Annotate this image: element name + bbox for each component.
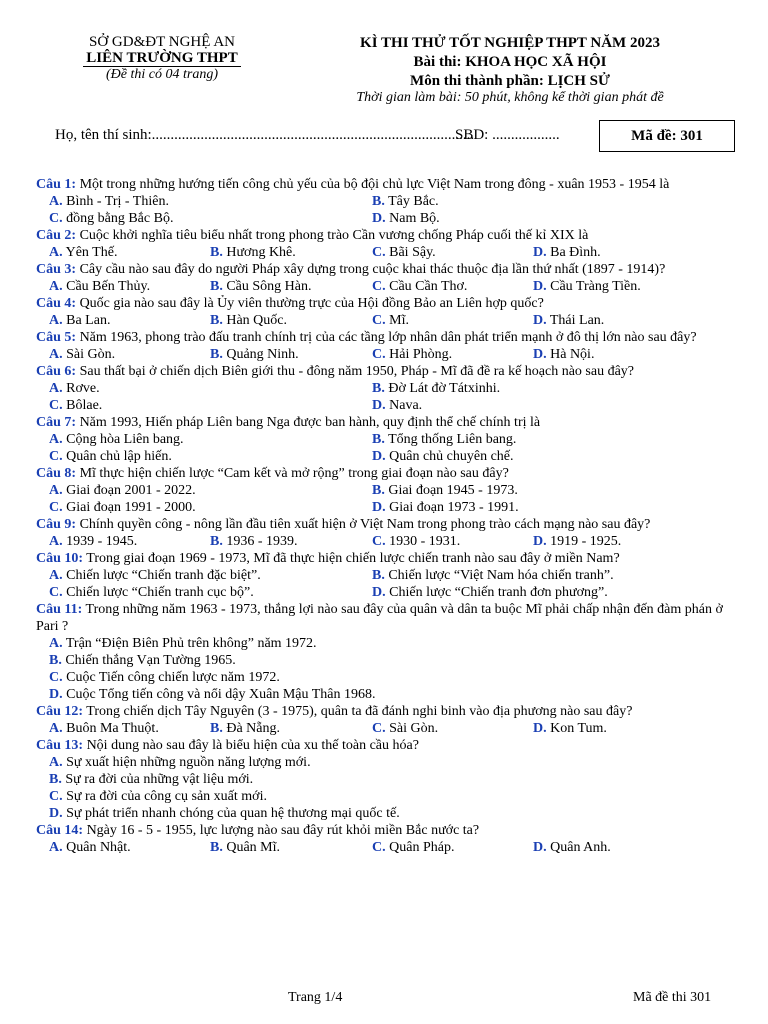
question-text: Năm 1993, Hiến pháp Liên bang Nga được ban hành, quy định thể chế chính trị là [76,415,541,430]
answer-option [372,448,514,465]
question-item [36,176,736,227]
question-number: Câu 2: [36,228,77,243]
question-number: Câu 12: [36,704,84,719]
answer-option [533,278,641,295]
option-text: Kon Tum. [546,721,607,736]
option-text: Bôlae. [62,398,103,413]
question-number: Câu 11: [36,602,83,617]
answer-option [372,567,614,584]
option-letter: A. [49,534,63,549]
option-text: Bãi Sậy. [385,245,436,260]
question-number: Câu 9: [36,517,77,532]
question-number: Câu 8: [36,466,77,481]
option-text: Quân chủ chuyên chế. [385,449,514,464]
option-text: Hương Khê. [222,245,296,260]
option-letter: C. [372,840,386,855]
option-letter: D. [533,721,547,736]
answer-option [210,346,299,363]
option-text: Giai đoạn 2001 - 2022. [62,483,196,498]
options-row [36,244,736,261]
question-item [36,329,736,363]
option-letter: C. [49,789,63,804]
answer-option [49,380,100,397]
pages-note: (Đề thi có 04 trang) [106,67,218,82]
answer-option [372,244,436,261]
answer-option [210,533,298,550]
option-letter: B. [49,772,62,787]
option-text: Giai đoạn 1991 - 2000. [62,500,196,515]
question-stem [36,363,736,380]
option-text: Quân Nhật. [62,840,131,855]
question-number: Câu 1: [36,177,77,192]
answer-option [533,312,604,329]
option-text: Sài Gòn. [385,721,439,736]
option-letter: A. [49,245,63,260]
option-text: Sự phát triển nhanh chóng của quan hệ thương mại quốc tế. [62,806,400,821]
answer-option [49,210,173,227]
option-text: Buôn Ma Thuột. [62,721,159,736]
option-text: Cộng hòa Liên bang. [62,432,184,447]
option-text: Ba Đình. [546,245,601,260]
answer-option [49,312,110,329]
question-stem [36,227,736,244]
question-text: Cây cầu nào sau đây do người Pháp xây dựng trong cuộc khai thác thuộc địa lần thứ nhất (1897 - 1914)? [76,262,666,277]
option-letter: A. [49,347,63,362]
option-text: Quân chủ lập hiến. [62,449,172,464]
option-text: 1930 - 1931. [385,534,461,549]
question-stem [36,329,736,346]
question-item [36,295,736,329]
answer-option [49,448,172,465]
option-text: Sự ra đời của những vật liệu mới. [61,772,254,787]
answer-option [49,567,261,584]
answer-option [372,431,516,448]
question-stem [36,737,736,754]
option-letter: D. [533,245,547,260]
option-text: Cuộc Tổng tiến công và nổi dậy Xuân Mậu Thân 1968. [62,687,376,702]
question-item [36,703,736,737]
option-letter: B. [210,721,223,736]
option-letter: A. [49,483,63,498]
answer-option [49,482,196,499]
exam-code-box: Mã đề: 301 [599,120,735,152]
option-letter: B. [49,653,62,668]
options-line [36,771,736,788]
question-stem [36,550,736,567]
question-item [36,516,736,550]
answer-option [372,839,454,856]
answer-option [372,482,518,499]
answer-option [49,755,311,770]
option-text: Hà Nội. [546,347,595,362]
option-letter: D. [533,347,547,362]
option-text: Tổng thống Liên bang. [384,432,517,447]
question-text: Trong giai đoạn 1969 - 1973, Mĩ đã thực hiện chiến lược chiến tranh nào sau đây ở miền Nam? [83,551,620,566]
answer-option [49,636,317,651]
question-stem [36,414,736,431]
answer-option [372,533,460,550]
answer-option [533,839,611,856]
question-stem [36,261,736,278]
options-row [36,533,736,550]
options-row [36,346,736,363]
question-number: Câu 10: [36,551,84,566]
question-text: Chính quyền công - nông lần đầu tiên xuất hiện ở Việt Nam trong phong trào cách mạng nào sau đây? [76,517,651,532]
school-header [62,34,262,83]
option-letter: A. [49,721,63,736]
answer-option [372,720,438,737]
option-letter: C. [372,279,386,294]
option-text: Quân Pháp. [385,840,455,855]
option-letter: D. [533,313,547,328]
question-number: Câu 13: [36,738,84,753]
answer-option [210,839,280,856]
option-letter: D. [49,687,63,702]
answer-option [49,839,131,856]
question-item [36,822,736,856]
option-letter: A. [49,194,63,209]
answer-option [49,244,117,261]
answer-option [49,720,159,737]
answer-option [49,584,254,601]
answer-option [533,346,594,363]
option-letter: A. [49,279,63,294]
answer-option [49,533,137,550]
answer-option [210,312,287,329]
footer-exam-code: Mã đề thi 301 [633,990,712,1005]
option-letter: C. [372,534,386,549]
answer-option [210,278,312,295]
answer-option [49,278,150,295]
option-text: đồng bằng Bắc Bộ. [62,211,174,226]
options-grid [36,482,736,516]
options-line [36,754,736,771]
answer-option [372,584,608,601]
option-text: Thái Lan. [546,313,605,328]
option-letter: B. [372,483,385,498]
option-letter: A. [49,313,63,328]
option-text: Hàn Quốc. [222,313,287,328]
answer-option [533,244,601,261]
answer-option [372,210,440,227]
option-letter: B. [372,381,385,396]
answer-option [533,720,607,737]
option-text: Rơve. [62,381,100,396]
answer-option [533,533,621,550]
option-letter: C. [49,670,63,685]
answer-option [49,346,115,363]
options-grid [36,431,736,465]
department-name: SỞ GD&ĐT NGHỆ AN [89,34,235,50]
question-item [36,227,736,261]
options-grid [36,567,736,601]
options-line [36,805,736,822]
option-letter: B. [210,347,223,362]
answer-option [49,397,102,414]
option-letter: D. [49,806,63,821]
answer-option [49,653,236,668]
option-letter: A. [49,636,63,651]
option-text: 1936 - 1939. [222,534,298,549]
option-text: Tây Bắc. [384,194,439,209]
option-letter: D. [372,211,386,226]
question-number: Câu 6: [36,364,77,379]
option-letter: C. [372,245,386,260]
question-number: Câu 7: [36,415,77,430]
question-text: Quốc gia nào sau đây là Ủy viên thường trực của Hội đồng Bảo an Liên hợp quốc? [76,296,544,311]
option-text: 1919 - 1925. [546,534,622,549]
answer-option [210,720,280,737]
option-letter: A. [49,840,63,855]
question-item [36,261,736,295]
option-text: Giai đoạn 1945 - 1973. [384,483,518,498]
question-stem [36,465,736,482]
option-text: Sài Gòn. [62,347,116,362]
question-number: Câu 5: [36,330,77,345]
option-letter: C. [372,313,386,328]
question-number: Câu 3: [36,262,77,277]
options-grid [36,380,736,414]
page-number: Trang 1/4 [288,990,343,1005]
option-text: Giai đoạn 1973 - 1991. [385,500,519,515]
option-letter: B. [210,840,223,855]
answer-option [372,346,452,363]
options-row [36,312,736,329]
option-letter: B. [372,568,385,583]
option-text: Cầu Cần Thơ. [385,279,468,294]
question-item [36,465,736,516]
options-line [36,788,736,805]
time-note: Thời gian làm bài: 50 phút, không kể thời gian phát đề [356,90,664,105]
option-text: Quảng Ninh. [222,347,299,362]
option-letter: C. [49,449,63,464]
option-text: Cuộc Tiến công chiến lược năm 1972. [62,670,280,685]
option-letter: A. [49,432,63,447]
option-letter: D. [372,449,386,464]
option-letter: C. [372,721,386,736]
options-line [36,635,736,652]
option-text: Sự xuất hiện những nguồn năng lượng mới. [62,755,311,770]
answer-option [49,789,267,804]
answer-option [49,687,376,702]
question-text: Một trong những hướng tiến công chủ yếu của bộ đội chủ lực Việt Nam trong đông - xuân 1953 - 1954 là [76,177,670,192]
option-letter: C. [49,500,63,515]
options-grid [36,193,736,227]
option-text: Chiến lược “Chiến tranh cục bộ”. [62,585,254,600]
question-item [36,550,736,601]
options-line [36,669,736,686]
subject-name: Môn thi thành phần: LỊCH SỬ [410,73,610,89]
question-item [36,601,736,703]
answer-option [372,380,500,397]
options-row [36,720,736,737]
option-letter: C. [372,347,386,362]
answer-option [49,193,169,210]
option-letter: B. [210,245,223,260]
answer-option [49,670,280,685]
test-name: Bài thi: KHOA HỌC XÃ HỘI [413,54,607,70]
option-letter: B. [372,194,385,209]
answer-option [49,499,196,516]
question-item [36,737,736,822]
option-letter: B. [210,279,223,294]
option-text: Đờ Lát đờ Tátxinhi. [384,381,501,396]
option-letter: A. [49,568,63,583]
answer-option [49,772,253,787]
answer-option [372,278,467,295]
school-name: LIÊN TRƯỜNG THPT [86,50,238,66]
option-letter: A. [49,755,63,770]
answer-option [372,312,409,329]
question-list [36,176,736,856]
option-letter: B. [372,432,385,447]
option-text: Trận “Điện Biên Phủ trên không” năm 1972. [62,636,317,651]
exam-title: KÌ THI THỬ TỐT NGHIỆP THPT NĂM 2023 [360,35,660,51]
option-text: Nam Bộ. [385,211,440,226]
answer-option [372,499,519,516]
option-text: Chiến lược “Việt Nam hóa chiến tranh”. [384,568,614,583]
option-text: Sự ra đời của công cụ sản xuất mới. [62,789,267,804]
option-letter: C. [49,211,63,226]
option-text: Cầu Sông Hàn. [222,279,312,294]
option-letter: D. [372,500,386,515]
option-text: Chiến lược “Chiến tranh đơn phương”. [385,585,608,600]
answer-option [210,244,296,261]
options-row [36,278,736,295]
question-text: Sau thất bại ở chiến dịch Biên giới thu - đông năm 1950, Pháp - Mĩ đã đề ra kế hoạch nào sau đây? [76,364,635,379]
candidate-number-line: SBD: .................. [455,127,560,143]
question-stem [36,295,736,312]
question-text: Năm 1963, phong trào đấu tranh chính trị của các tầng lớp nhân dân phát triển mạnh ở đô thị lớn nào sau đây? [76,330,697,345]
option-text: Yên Thế. [62,245,118,260]
question-text: Trong chiến dịch Tây Nguyên (3 - 1975), quân ta đã đánh nghi binh vào địa phương nào sau đây? [83,704,633,719]
option-letter: D. [372,398,386,413]
question-stem [36,703,736,720]
options-row [36,839,736,856]
question-item [36,363,736,414]
option-letter: A. [49,381,63,396]
option-text: Nava. [385,398,423,413]
question-text: Mĩ thực hiện chiến lược “Cam kết và mở rộng” trong giai đoạn nào sau đây? [76,466,509,481]
answer-option [372,193,439,210]
question-stem [36,516,736,533]
option-text: Hải Phòng. [385,347,453,362]
question-number: Câu 4: [36,296,77,311]
option-letter: D. [533,279,547,294]
question-stem [36,176,736,193]
option-text: Ba Lan. [62,313,111,328]
option-letter: D. [533,534,547,549]
answer-option [49,431,184,448]
option-text: Đà Nẵng. [222,721,280,736]
option-text: Cầu Bến Thủy. [62,279,151,294]
option-letter: D. [533,840,547,855]
option-text: Cầu Tràng Tiền. [546,279,641,294]
answer-option [372,397,422,414]
candidate-name-line: Họ, tên thí sinh:...................................................................................... [55,127,475,143]
option-text: Chiến lược “Chiến tranh đặc biệt”. [62,568,261,583]
option-letter: C. [49,585,63,600]
option-text: Bình - Trị - Thiên. [62,194,169,209]
question-stem [36,601,736,635]
question-stem [36,822,736,839]
question-item [36,414,736,465]
question-text: Nội dung nào sau đây là biểu hiện của xu thế toàn cầu hóa? [83,738,419,753]
option-letter: B. [210,313,223,328]
options-line [36,686,736,703]
option-letter: C. [49,398,63,413]
question-text: Cuộc khởi nghĩa tiêu biểu nhất trong phong trào Cần vương chống Pháp cuối thế kỉ XIX là [76,228,589,243]
option-text: 1939 - 1945. [62,534,138,549]
option-text: Chiến thắng Vạn Tường 1965. [61,653,236,668]
exam-header [330,34,690,105]
option-letter: D. [372,585,386,600]
question-text: Trong những năm 1963 - 1973, thắng lợi nào sau đây của quân và dân ta buộc Mĩ phải chấp nhận đến đàm phán ở Pari ? [36,602,723,634]
option-letter: B. [210,534,223,549]
question-number: Câu 14: [36,823,84,838]
option-text: Mĩ. [385,313,409,328]
option-text: Quân Mĩ. [222,840,281,855]
question-text: Ngày 16 - 5 - 1955, lực lượng nào sau đây rút khỏi miền Bắc nước ta? [83,823,480,838]
option-text: Quân Anh. [546,840,611,855]
answer-option [49,806,400,821]
options-line [36,652,736,669]
